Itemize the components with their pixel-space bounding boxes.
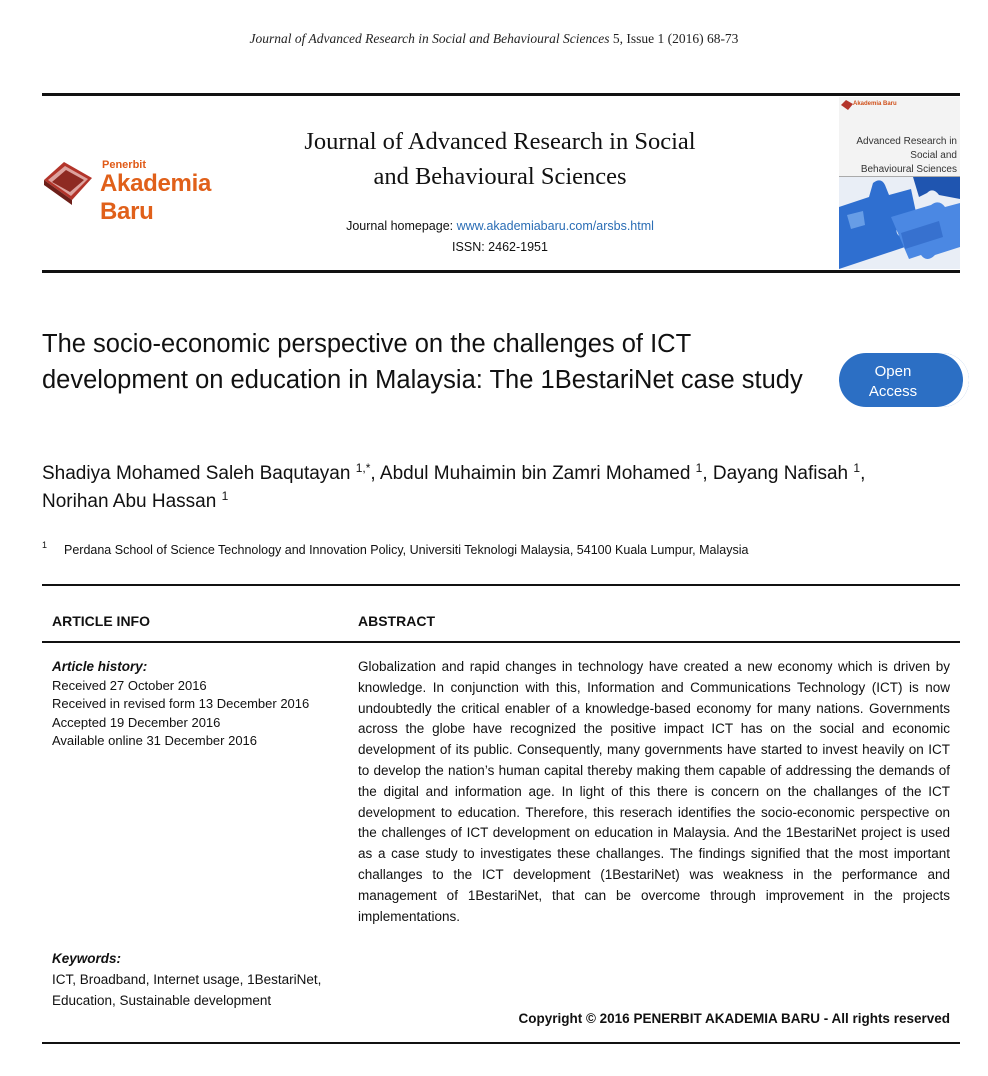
author-affiliation-mark: 1 [853, 461, 861, 475]
affiliation-text: Perdana School of Science Technology and Innovation Policy, Universiti Teknologi Malaysia, 54100 Kuala Lumpur, Malaysia [64, 543, 749, 557]
affiliation-number: 1 [42, 540, 48, 550]
keywords [52, 948, 322, 1011]
open-access-badge [839, 353, 969, 407]
article-info-header: ARTICLE INFO [52, 613, 150, 629]
issn: ISSN: 2462-1951 [452, 240, 548, 254]
accepted-date: Accepted 19 December 2016 [52, 714, 221, 730]
author-separator: , [860, 463, 866, 484]
top-rule [42, 93, 960, 96]
masthead-bottom-rule [42, 270, 960, 273]
running-head [0, 31, 988, 47]
author-affiliation-mark: 1 [695, 461, 703, 475]
cover-brand: Akademia Baru [853, 101, 897, 107]
cover-title-line2: Social and [910, 150, 957, 161]
author-name: Abdul Muhaimin bin Zamri Mohamed [379, 463, 691, 484]
journal-name [270, 124, 730, 194]
puzzle-pieces-icon [839, 177, 960, 269]
open-access-line2: Access [868, 383, 918, 400]
abstract-text: Globalization and rapid changes in technology have created a new economy which is driven by knowledge. In conjunction with this, Information and Communications Technology (ICT) is now undoubtedly the critical enabler of a knowledge-based economy for many nations. Governments across the globe have recognized the positive impact ICT has on the social and economic development of its public. Consequently, many governments have started to invest heavily on ICT to develop the nation’s human capital thereby making them capable of addressing the demands of the digital and information age. In light of this there is concern on the challanges of the ICT development to education. Therefore, this reserach identifies the socio-economic perspective on the challenges of ICT development on education in Malaysia. And the 1BestariNet project is used as a case study to investigates these challanges. The findings signified that the most important challanges to the ICT development (1BestariNet) was weakness in the performance and management of 1BestariNet, that can be overcome through improvement in the projects implementations. [358, 659, 950, 924]
author-list [42, 460, 952, 516]
open-access-line1: Open [874, 363, 912, 380]
received-date: Received 27 October 2016 [52, 677, 207, 693]
keywords-text: ICT, Broadband, Internet usage, 1BestariNet, Education, Sustainable development [52, 972, 322, 1008]
cover-title-line3: Behavioural Sciences [860, 164, 957, 175]
online-date: Available online 31 December 2016 [52, 733, 258, 748]
cover-title [841, 135, 957, 177]
running-head-citation: 5, Issue 1 (2016) 68-73 [612, 31, 739, 46]
abstract-header: ABSTRACT [358, 613, 435, 629]
keywords-label: Keywords: [52, 951, 122, 966]
cover-title-line1: Advanced Research in [856, 136, 957, 147]
homepage-label: Journal homepage: [346, 219, 454, 233]
cover-logo-icon [841, 100, 853, 110]
copyright-notice: Copyright © 2016 PENERBIT AKADEMIA BARU - All rights reserved [518, 1011, 950, 1026]
author-name: Norihan Abu Hassan [42, 491, 217, 512]
logo-penerbit-text: Penerbit [102, 159, 147, 171]
publisher-logo [42, 156, 262, 225]
article-history-label: Article history: [52, 659, 148, 674]
journal-name-line2: and Behavioural Sciences [373, 163, 627, 190]
article-title: The socio-economic perspective on the challenges of ICT development on education in Malaysia: The 1BestariNet case study [42, 330, 803, 394]
journal-homepage [270, 219, 730, 233]
author-separator: , [370, 463, 380, 484]
article-info-top-rule [42, 584, 960, 586]
author-affiliation-mark: 1,* [355, 461, 371, 475]
running-head-journal: Journal of Advanced Research in Social and Behavioural Sciences [249, 31, 610, 46]
article-history [52, 658, 342, 751]
section-header-rule [42, 641, 960, 643]
author-affiliation-mark: 1 [221, 489, 229, 503]
book-logo-icon [42, 156, 100, 206]
revised-date: Received in revised form 13 December 2016 [52, 696, 310, 711]
author-separator: , [702, 463, 713, 484]
author-name: Shadiya Mohamed Saleh Baqutayan [42, 463, 351, 484]
bottom-rule [42, 1042, 960, 1044]
author-name: Dayang Nafisah [712, 463, 849, 484]
logo-publisher-name: Akademia Baru [100, 170, 211, 225]
homepage-link[interactable]: www.akademiabaru.com/arsbs.html [456, 219, 654, 233]
journal-name-line1: Journal of Advanced Research in Social [304, 128, 696, 155]
journal-cover-thumbnail [839, 97, 960, 269]
